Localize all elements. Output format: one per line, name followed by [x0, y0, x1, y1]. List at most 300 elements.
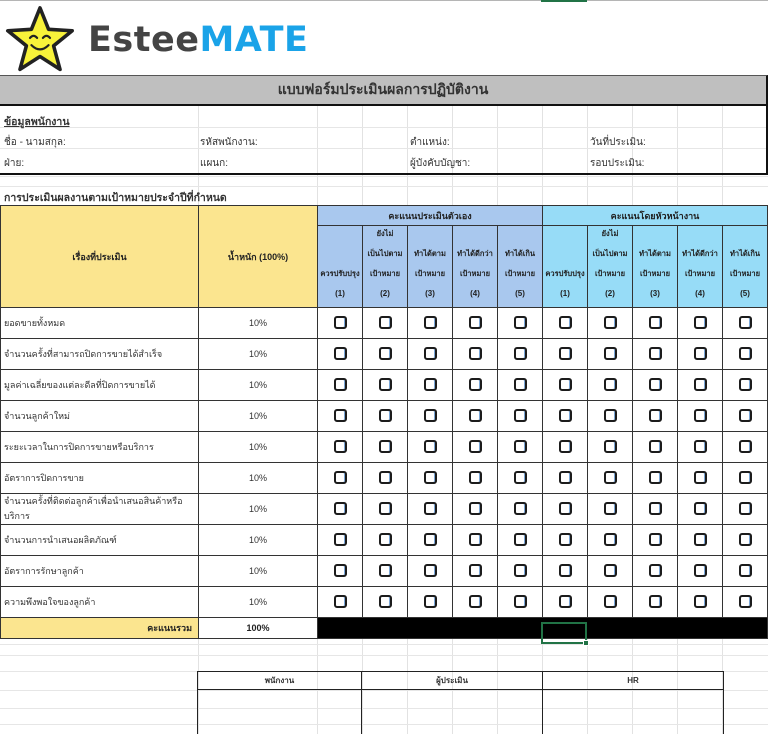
- checkbox[interactable]: [379, 533, 392, 546]
- section-label: การประเมินผลงานตามเป้าหมายประจำปีที่กำหนด: [4, 192, 227, 204]
- manager-score-cell-5: [723, 401, 768, 432]
- self-score-cell-5: [498, 308, 543, 339]
- checkbox[interactable]: [559, 595, 572, 608]
- manager-score-cell-1: [543, 494, 588, 525]
- table-row: [1, 463, 768, 494]
- self-score-cell-3: [408, 308, 453, 339]
- level-label: เป็นไปตาม: [592, 249, 628, 258]
- checkbox[interactable]: [694, 440, 707, 453]
- self-score-cell-5: [498, 587, 543, 618]
- checkbox[interactable]: [604, 564, 617, 577]
- checkbox[interactable]: [559, 316, 572, 329]
- checkbox[interactable]: [514, 409, 527, 422]
- fill-handle[interactable]: [583, 640, 589, 646]
- manager-score-cell-5: [723, 525, 768, 556]
- evaluation-table: [0, 205, 768, 639]
- self-score-cell-4: [453, 339, 498, 370]
- level-label: ควรปรับปรุง: [320, 269, 360, 278]
- self-score-cell-3: [408, 556, 453, 587]
- manager-score-cell-2: [588, 370, 633, 401]
- checkbox[interactable]: [469, 409, 482, 422]
- employee-id-field-label[interactable]: รหัสพนักงาน:: [200, 137, 258, 148]
- self-score-cell-4: [453, 308, 498, 339]
- self-level-4-header[interactable]: [453, 226, 498, 308]
- criterion-weight[interactable]: 10%: [199, 308, 318, 339]
- signature-hr-label[interactable]: HR: [543, 672, 724, 690]
- manager-score-cell-3: [633, 525, 678, 556]
- self-score-cell-1: [318, 463, 363, 494]
- manager-score-cell-3: [633, 463, 678, 494]
- level-label: ทำได้ตาม: [639, 249, 671, 258]
- checkbox[interactable]: [469, 502, 482, 515]
- checkbox[interactable]: [604, 347, 617, 360]
- checkbox[interactable]: [694, 533, 707, 546]
- total-value[interactable]: 100%: [199, 618, 318, 639]
- checkbox[interactable]: [424, 502, 437, 515]
- level-label: เป้าหมาย: [729, 269, 761, 278]
- employee-info-box: [0, 106, 768, 175]
- criterion-label[interactable]: อัตราการปิดการขาย: [1, 463, 199, 494]
- checkbox[interactable]: [694, 316, 707, 329]
- table-row: [1, 308, 768, 339]
- manager-score-cell-2: [588, 308, 633, 339]
- brand-name-part1: Estee: [88, 20, 200, 60]
- checkbox[interactable]: [514, 471, 527, 484]
- header-item[interactable]: เรื่องที่ประเมิน: [1, 206, 199, 308]
- checkbox[interactable]: [559, 533, 572, 546]
- self-level-1-header[interactable]: [318, 226, 363, 308]
- checkbox[interactable]: [604, 533, 617, 546]
- self-score-cell-3: [408, 587, 453, 618]
- level-label: ทำได้เกิน: [504, 249, 536, 258]
- self-score-cell-2: [363, 525, 408, 556]
- self-score-cell-2: [363, 370, 408, 401]
- column-selection-indicator: [541, 0, 587, 2]
- position-field-label[interactable]: ตำแหน่ง:: [410, 137, 450, 148]
- checkbox[interactable]: [649, 471, 662, 484]
- manager-score-cell-2: [588, 401, 633, 432]
- manager-score-cell-4: [678, 587, 723, 618]
- self-score-cell-4: [453, 401, 498, 432]
- self-score-cell-4: [453, 463, 498, 494]
- table-row: [1, 370, 768, 401]
- checkbox[interactable]: [514, 316, 527, 329]
- sheet-top-border: [0, 0, 768, 1]
- level-label: เป้าหมาย: [504, 269, 536, 278]
- manager-score-cell-1: [543, 556, 588, 587]
- self-level-5-header[interactable]: [498, 226, 543, 308]
- checkbox[interactable]: [379, 595, 392, 608]
- checkbox[interactable]: [379, 347, 392, 360]
- level-label: ยังไม่: [601, 229, 619, 238]
- checkbox[interactable]: [559, 409, 572, 422]
- level-number: (4): [470, 289, 480, 298]
- checkbox[interactable]: [649, 378, 662, 391]
- brand-logo: [4, 5, 308, 73]
- selected-cell[interactable]: [541, 622, 587, 644]
- self-score-cell-2: [363, 494, 408, 525]
- criterion-weight[interactable]: 10%: [199, 494, 318, 525]
- checkbox[interactable]: [334, 502, 347, 515]
- level-number: (1): [560, 289, 570, 298]
- manager-score-cell-5: [723, 370, 768, 401]
- self-score-cell-2: [363, 587, 408, 618]
- employee-info-heading[interactable]: ข้อมูลพนักงาน: [4, 116, 70, 128]
- checkbox[interactable]: [649, 533, 662, 546]
- header-manager-score[interactable]: คะแนนโดยหัวหน้างาน: [543, 206, 768, 226]
- checkbox[interactable]: [604, 409, 617, 422]
- checkbox[interactable]: [739, 471, 752, 484]
- signature-evaluator-label[interactable]: ผู้ประเมิน: [362, 672, 543, 690]
- checkbox[interactable]: [604, 440, 617, 453]
- checkbox[interactable]: [424, 316, 437, 329]
- checkbox[interactable]: [739, 533, 752, 546]
- manager-level-2-header[interactable]: [588, 226, 633, 308]
- checkbox[interactable]: [559, 564, 572, 577]
- checkbox[interactable]: [424, 595, 437, 608]
- checkbox[interactable]: [379, 564, 392, 577]
- criterion-weight[interactable]: 10%: [199, 525, 318, 556]
- manager-score-cell-3: [633, 432, 678, 463]
- criterion-label[interactable]: จำนวนครั้งที่ติดต่อลูกค้าเพื่อนำเสนอสินค้าหรือบริการ: [1, 494, 199, 525]
- checkbox[interactable]: [424, 440, 437, 453]
- checkbox[interactable]: [559, 471, 572, 484]
- checkbox[interactable]: [739, 440, 752, 453]
- division-field-label[interactable]: ฝ่าย:: [4, 158, 25, 169]
- manager-score-cell-2: [588, 587, 633, 618]
- checkbox[interactable]: [559, 378, 572, 391]
- header-weight[interactable]: น้ำหนัก (100%): [199, 206, 318, 308]
- manager-score-cell-4: [678, 494, 723, 525]
- self-score-cell-5: [498, 463, 543, 494]
- level-label: เป้าหมาย: [369, 269, 401, 278]
- checkbox[interactable]: [739, 564, 752, 577]
- self-score-cell-3: [408, 432, 453, 463]
- checkbox[interactable]: [379, 378, 392, 391]
- manager-score-cell-5: [723, 587, 768, 618]
- manager-score-cell-2: [588, 525, 633, 556]
- self-score-cell-4: [453, 587, 498, 618]
- manager-score-cell-5: [723, 494, 768, 525]
- manager-score-cell-5: [723, 339, 768, 370]
- checkbox[interactable]: [604, 471, 617, 484]
- manager-score-cell-2: [588, 556, 633, 587]
- checkbox[interactable]: [379, 316, 392, 329]
- self-score-cell-5: [498, 494, 543, 525]
- checkbox[interactable]: [694, 378, 707, 391]
- checkbox[interactable]: [739, 378, 752, 391]
- level-number: (1): [335, 289, 345, 298]
- level-label: ทำได้ดีกว่า: [457, 249, 493, 258]
- signature-evaluator-box[interactable]: [362, 690, 543, 734]
- checkbox[interactable]: [424, 533, 437, 546]
- manager-score-cell-3: [633, 494, 678, 525]
- manager-score-cell-1: [543, 339, 588, 370]
- manager-score-cell-2: [588, 339, 633, 370]
- checkbox[interactable]: [694, 347, 707, 360]
- self-score-cell-5: [498, 401, 543, 432]
- criterion-label[interactable]: อัตราการรักษาลูกค้า: [1, 556, 199, 587]
- manager-score-cell-3: [633, 308, 678, 339]
- level-number: (4): [695, 289, 705, 298]
- manager-score-cell-2: [588, 432, 633, 463]
- self-score-cell-3: [408, 339, 453, 370]
- manager-score-cell-2: [588, 494, 633, 525]
- brand-name: [88, 20, 308, 60]
- checkbox[interactable]: [604, 316, 617, 329]
- checkbox[interactable]: [334, 440, 347, 453]
- checkbox[interactable]: [424, 471, 437, 484]
- criterion-weight[interactable]: 10%: [199, 339, 318, 370]
- form-title[interactable]: แบบฟอร์มประเมินผลการปฏิบัติงาน: [0, 75, 768, 106]
- self-level-3-header[interactable]: [408, 226, 453, 308]
- manager-score-cell-1: [543, 432, 588, 463]
- checkbox[interactable]: [469, 533, 482, 546]
- manager-score-cell-1: [543, 401, 588, 432]
- level-label: ทำได้ดีกว่า: [682, 249, 718, 258]
- checkbox[interactable]: [379, 440, 392, 453]
- signature-employee-box[interactable]: [198, 690, 362, 734]
- checkbox[interactable]: [379, 502, 392, 515]
- checkbox[interactable]: [424, 378, 437, 391]
- manager-score-cell-3: [633, 370, 678, 401]
- manager-score-cell-3: [633, 339, 678, 370]
- criterion-weight[interactable]: 10%: [199, 370, 318, 401]
- checkbox[interactable]: [694, 595, 707, 608]
- criterion-label[interactable]: ระยะเวลาในการปิดการขายหรือบริการ: [1, 432, 199, 463]
- checkbox[interactable]: [469, 347, 482, 360]
- self-score-cell-2: [363, 308, 408, 339]
- checkbox[interactable]: [649, 409, 662, 422]
- checkbox[interactable]: [514, 502, 527, 515]
- self-score-cell-4: [453, 494, 498, 525]
- self-level-2-header[interactable]: [363, 226, 408, 308]
- supervisor-field-label[interactable]: ผู้บังคับบัญชา:: [410, 158, 471, 169]
- checkbox[interactable]: [334, 316, 347, 329]
- checkbox[interactable]: [739, 409, 752, 422]
- level-label: เป้าหมาย: [684, 269, 716, 278]
- checkbox[interactable]: [604, 595, 617, 608]
- checkbox[interactable]: [469, 595, 482, 608]
- total-label[interactable]: คะแนนรวม: [1, 618, 199, 639]
- checkbox[interactable]: [559, 347, 572, 360]
- self-score-cell-5: [498, 525, 543, 556]
- self-score-cell-2: [363, 463, 408, 494]
- checkbox[interactable]: [469, 564, 482, 577]
- self-score-cell-4: [453, 525, 498, 556]
- checkbox[interactable]: [649, 440, 662, 453]
- level-label: ทำได้เกิน: [729, 249, 761, 258]
- manager-level-4-header[interactable]: [678, 226, 723, 308]
- level-label: เป็นไปตาม: [367, 249, 403, 258]
- self-score-cell-5: [498, 556, 543, 587]
- checkbox[interactable]: [694, 564, 707, 577]
- checkbox[interactable]: [424, 409, 437, 422]
- self-score-cell-2: [363, 556, 408, 587]
- checkbox[interactable]: [334, 564, 347, 577]
- level-number: (5): [515, 289, 525, 298]
- checkbox[interactable]: [694, 409, 707, 422]
- manager-score-cell-3: [633, 587, 678, 618]
- checkbox[interactable]: [739, 316, 752, 329]
- eval-round-field-label[interactable]: รอบประเมิน:: [590, 158, 645, 169]
- table-row: [1, 432, 768, 463]
- table-row: [1, 556, 768, 587]
- manager-score-cell-4: [678, 308, 723, 339]
- self-score-cell-1: [318, 432, 363, 463]
- self-score-cell-3: [408, 463, 453, 494]
- manager-score-cell-4: [678, 339, 723, 370]
- self-score-cell-4: [453, 432, 498, 463]
- manager-level-1-header[interactable]: [543, 226, 588, 308]
- checkbox[interactable]: [379, 471, 392, 484]
- checkbox[interactable]: [694, 502, 707, 515]
- brand-name-part2: MATE: [199, 20, 309, 60]
- self-score-cell-2: [363, 432, 408, 463]
- signature-table: [197, 671, 724, 734]
- manager-score-cell-1: [543, 463, 588, 494]
- self-score-cell-3: [408, 401, 453, 432]
- criterion-label[interactable]: มูลค่าเฉลี่ยของแต่ละดีลที่ปิดการขายได้: [1, 370, 199, 401]
- manager-score-cell-4: [678, 525, 723, 556]
- manager-level-5-header[interactable]: [723, 226, 768, 308]
- checkbox[interactable]: [649, 502, 662, 515]
- manager-score-cell-5: [723, 556, 768, 587]
- checkbox[interactable]: [469, 316, 482, 329]
- header-self-score[interactable]: คะแนนประเมินตัวเอง: [318, 206, 543, 226]
- criterion-weight[interactable]: 10%: [199, 432, 318, 463]
- level-number: (3): [650, 289, 660, 298]
- manager-level-3-header[interactable]: [633, 226, 678, 308]
- checkbox[interactable]: [739, 347, 752, 360]
- self-score-cell-1: [318, 587, 363, 618]
- manager-score-cell-2: [588, 463, 633, 494]
- checkbox[interactable]: [469, 440, 482, 453]
- table-row: [1, 339, 768, 370]
- self-score-cell-1: [318, 494, 363, 525]
- criterion-label[interactable]: จำนวนลูกค้าใหม่: [1, 401, 199, 432]
- self-score-cell-4: [453, 556, 498, 587]
- level-label: เป้าหมาย: [639, 269, 671, 278]
- table-row: [1, 494, 768, 525]
- manager-score-cell-3: [633, 556, 678, 587]
- manager-score-cell-4: [678, 432, 723, 463]
- level-number: (3): [425, 289, 435, 298]
- smiling-star-icon: [4, 5, 76, 73]
- manager-score-cell-1: [543, 587, 588, 618]
- self-score-cell-5: [498, 432, 543, 463]
- table-row: [1, 401, 768, 432]
- checkbox[interactable]: [739, 502, 752, 515]
- checkbox[interactable]: [514, 378, 527, 391]
- self-score-cell-1: [318, 339, 363, 370]
- table-row: [1, 587, 768, 618]
- checkbox[interactable]: [649, 564, 662, 577]
- manager-score-cell-4: [678, 556, 723, 587]
- level-number: (2): [605, 289, 615, 298]
- level-number: (5): [740, 289, 750, 298]
- self-score-cell-1: [318, 401, 363, 432]
- checkbox[interactable]: [649, 595, 662, 608]
- level-label: ควรปรับปรุง: [545, 269, 585, 278]
- manager-score-cell-4: [678, 370, 723, 401]
- self-score-cell-1: [318, 556, 363, 587]
- checkbox[interactable]: [514, 564, 527, 577]
- level-label: เป้าหมาย: [594, 269, 626, 278]
- checkbox[interactable]: [334, 409, 347, 422]
- criterion-label[interactable]: ยอดขายทั้งหมด: [1, 308, 199, 339]
- criterion-weight[interactable]: 10%: [199, 401, 318, 432]
- manager-score-cell-1: [543, 370, 588, 401]
- checkbox[interactable]: [694, 471, 707, 484]
- checkbox[interactable]: [334, 533, 347, 546]
- checkbox[interactable]: [334, 378, 347, 391]
- self-score-cell-5: [498, 370, 543, 401]
- criterion-weight[interactable]: 10%: [199, 463, 318, 494]
- signature-hr-box[interactable]: [543, 690, 724, 734]
- table-row: [1, 525, 768, 556]
- checkbox[interactable]: [334, 347, 347, 360]
- checkbox[interactable]: [514, 347, 527, 360]
- criterion-label[interactable]: จำนวนครั้งที่สามารถปิดการขายได้สำเร็จ: [1, 339, 199, 370]
- criterion-weight[interactable]: 10%: [199, 556, 318, 587]
- manager-score-cell-5: [723, 432, 768, 463]
- self-score-cell-5: [498, 339, 543, 370]
- manager-score-cell-4: [678, 401, 723, 432]
- self-score-cell-1: [318, 525, 363, 556]
- level-label: เป้าหมาย: [414, 269, 446, 278]
- checkbox[interactable]: [649, 347, 662, 360]
- level-label: เป้าหมาย: [459, 269, 491, 278]
- checkbox[interactable]: [424, 564, 437, 577]
- self-score-cell-3: [408, 525, 453, 556]
- eval-date-field-label[interactable]: วันที่ประเมิน:: [590, 137, 646, 148]
- criterion-label[interactable]: จำนวนการนำเสนอผลิตภัณฑ์: [1, 525, 199, 556]
- checkbox[interactable]: [379, 409, 392, 422]
- checkbox[interactable]: [739, 595, 752, 608]
- manager-score-cell-5: [723, 463, 768, 494]
- manager-score-cell-1: [543, 525, 588, 556]
- checkbox[interactable]: [514, 595, 527, 608]
- checkbox[interactable]: [514, 533, 527, 546]
- checkbox[interactable]: [604, 502, 617, 515]
- checkbox[interactable]: [604, 378, 617, 391]
- checkbox[interactable]: [649, 316, 662, 329]
- level-label: ทำได้ตาม: [414, 249, 446, 258]
- signature-employee-label[interactable]: พนักงาน: [198, 672, 362, 690]
- manager-score-cell-4: [678, 463, 723, 494]
- checkbox[interactable]: [424, 347, 437, 360]
- name-field-label[interactable]: ชื่อ - นามสกุล:: [4, 137, 66, 148]
- criterion-weight[interactable]: 10%: [199, 587, 318, 618]
- checkbox[interactable]: [334, 471, 347, 484]
- criterion-label[interactable]: ความพึงพอใจของลูกค้า: [1, 587, 199, 618]
- checkbox[interactable]: [559, 502, 572, 515]
- checkbox[interactable]: [559, 440, 572, 453]
- level-label: ยังไม่: [376, 229, 394, 238]
- self-score-cell-2: [363, 401, 408, 432]
- checkbox[interactable]: [334, 595, 347, 608]
- self-score-cell-1: [318, 370, 363, 401]
- level-number: (2): [380, 289, 390, 298]
- checkbox[interactable]: [469, 378, 482, 391]
- department-field-label[interactable]: แผนก:: [200, 158, 228, 169]
- self-score-cell-1: [318, 308, 363, 339]
- checkbox[interactable]: [514, 440, 527, 453]
- self-score-cell-4: [453, 370, 498, 401]
- checkbox[interactable]: [469, 471, 482, 484]
- self-score-cell-3: [408, 370, 453, 401]
